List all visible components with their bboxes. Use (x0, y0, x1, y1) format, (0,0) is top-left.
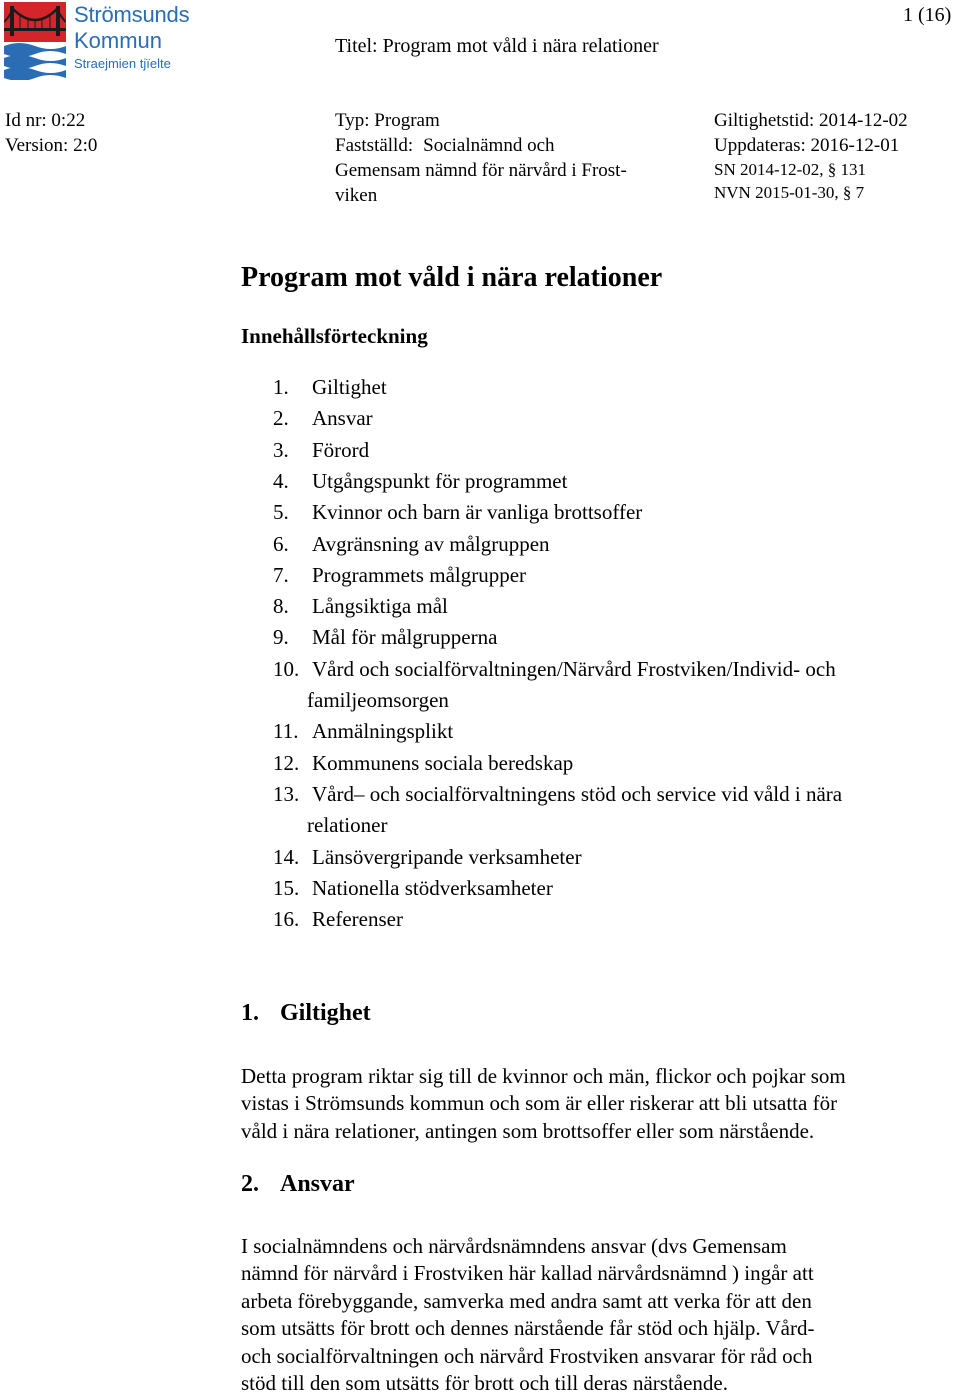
toc-number: 12. (273, 750, 300, 775)
section-number: 1. (241, 1000, 259, 1026)
document-type: Typ: Program (335, 110, 440, 131)
toc-label: Utgångspunkt för programmet (312, 468, 568, 493)
section-paragraph-ansvar (241, 1233, 941, 1397)
toc-label: Ansvar (312, 406, 373, 431)
toc-number: 5. (273, 500, 289, 525)
nvn-decision: NVN 2015-01-30, § 7 (714, 183, 865, 202)
bridge-emblem-icon (4, 2, 66, 80)
update-date: Uppdateras: 2016-12-01 (714, 135, 900, 156)
paragraph-line: Detta program riktar sig till de kvinnor och män, flickor och pojkar som (241, 1064, 846, 1088)
toc-number: 9. (273, 625, 289, 650)
toc-label-continuation: relationer (307, 813, 388, 838)
toc-label: Anmälningsplikt (312, 719, 454, 744)
toc-label: Giltighet (312, 375, 387, 399)
version: Version: 2:0 (5, 135, 98, 156)
toc-number: 16. (273, 907, 300, 932)
toc-label: Vård och socialförvaltningen/Närvård Frostviken/Individ- och (312, 656, 836, 681)
logo-line-1: Strömsunds (74, 2, 190, 27)
toc-label: Referenser (312, 907, 403, 932)
meta-middle-block (335, 108, 627, 208)
toc-number: 8. (273, 594, 289, 619)
toc-number: 11. (273, 719, 299, 744)
established-continuation-2: viken (335, 185, 378, 206)
toc-number: 7. (273, 562, 289, 587)
toc-label: Kommunens sociala beredskap (312, 750, 574, 775)
section-title: Ansvar (280, 1171, 355, 1197)
meta-right-block (714, 108, 908, 204)
toc-number: 3. (273, 437, 289, 462)
main-heading: Program mot våld i nära relationer (241, 262, 663, 293)
id-number: Id nr: 0:22 (5, 110, 86, 131)
page-number: 1 (16) (903, 4, 952, 26)
section-title: Giltighet (280, 1000, 371, 1026)
toc-label: Avgränsning av målgruppen (312, 531, 550, 556)
strömsunds-kommun-logo (4, 2, 204, 82)
toc-heading: Innehållsförteckning (241, 324, 428, 348)
toc-number: 15. (273, 875, 300, 900)
toc-number: 4. (273, 468, 289, 493)
logo-line-3: Straejmien tjïelte (74, 56, 171, 71)
paragraph-line: som utsätts för brott och dennes närstående får stöd och hjälp. Vård- (241, 1316, 815, 1341)
established-by (335, 133, 627, 158)
toc-number: 10. (273, 656, 300, 681)
sn-decision: SN 2014-12-02, § 131 (714, 160, 867, 179)
meta-left-block (5, 108, 97, 158)
established-value: Socialnämnd och (423, 135, 555, 156)
document-title: Titel: Program mot våld i nära relationer (335, 35, 659, 57)
toc-label: Förord (312, 437, 370, 462)
toc-number: 6. (273, 531, 289, 556)
established-continuation-1: Gemensam nämnd för närvård i Frost- (335, 160, 627, 181)
toc-number: 13. (273, 781, 300, 806)
toc-label: Programmets målgrupper (312, 562, 527, 587)
toc-number: 14. (273, 844, 300, 869)
toc-label: Långsiktiga mål (312, 594, 448, 619)
paragraph-line: vistas i Strömsunds kommun och som är eller riskerar att bli utsatta för (241, 1091, 838, 1116)
paragraph-line: stöd till den som utsätts för brott och till deras närstående. (241, 1371, 728, 1396)
paragraph-line: och socialförvaltningen och närvård Frostviken ansvarar för råd och (241, 1343, 813, 1368)
toc-label: Mål för målgrupperna (312, 625, 498, 650)
validity-date: Giltighetstid: 2014-12-02 (714, 110, 908, 131)
toc-label: Länsövergripande verksamheter (312, 844, 582, 869)
section-paragraph-giltighet (241, 1063, 941, 1145)
established-label: Fastställd: (335, 135, 414, 156)
paragraph-line: nämnd för närvård i Frostviken här kallad närvårdsnämnd ) ingår att (241, 1261, 814, 1286)
toc-number: 1. (273, 375, 289, 399)
toc-label: Kvinnor och barn är vanliga brottsoffer (312, 500, 643, 525)
paragraph-line: våld i nära relationer, antingen som brottsoffer eller som närstående. (241, 1118, 815, 1143)
paragraph-line: arbeta förebyggande, samverka med andra samt att verka för att den (241, 1288, 812, 1313)
toc-label-continuation: familjeomsorgen (307, 688, 449, 712)
toc-number: 2. (273, 406, 289, 431)
toc-label: Nationella stödverksamheter (312, 875, 553, 900)
toc-label: Vård– och socialförvaltningens stöd och service vid våld i nära (312, 781, 843, 806)
paragraph-line: I socialnämndens och närvårdsnämndens ansvar (dvs Gemensam (241, 1234, 787, 1258)
section-number: 2. (241, 1171, 259, 1197)
logo-line-2: Kommun (74, 28, 163, 53)
